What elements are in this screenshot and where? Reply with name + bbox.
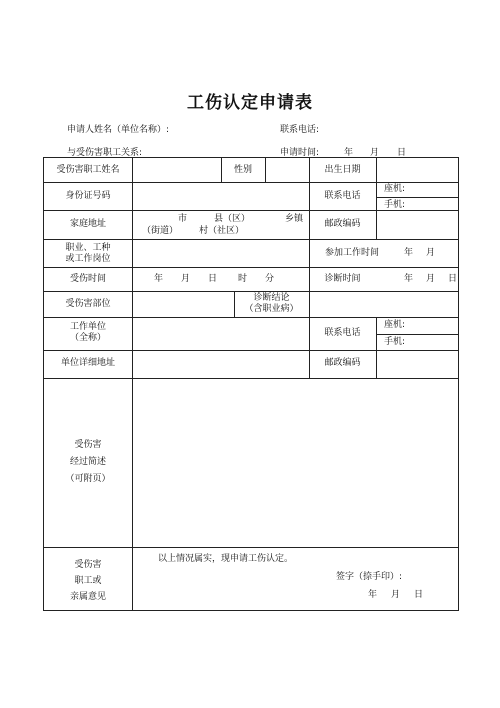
phone-label: 联系电话: [280, 125, 320, 135]
phone-split [376, 197, 458, 198]
relation-label: 与受伤害职工关系: [67, 148, 143, 158]
postal-code-label: 邮政编码 [324, 219, 361, 229]
employer-label-1: 工作单位 [69, 322, 106, 332]
employer-address-label: 单位详细地址 [60, 358, 115, 368]
diagnosis-time-label: 诊断时间 [324, 274, 361, 284]
gender-field[interactable] [266, 159, 308, 181]
worker-name-field[interactable] [133, 159, 220, 181]
id-number-field[interactable] [133, 183, 308, 209]
sign-day: 日 [414, 590, 424, 600]
work-start-label: 参加工作时间 [324, 248, 379, 258]
landline-label: 座机: [384, 184, 406, 194]
employer-postal-label: 邮政编码 [324, 358, 361, 368]
id-number-label: 身份证号码 [65, 191, 111, 201]
col-divider [376, 182, 377, 210]
signature-label: 签字（捺手印）: [336, 572, 403, 582]
row-divider [44, 267, 458, 268]
phone-field[interactable] [330, 120, 450, 134]
addr-city: 市 [178, 214, 188, 224]
opinion-label-1: 受伤害 [74, 560, 102, 570]
sign-month: 月 [391, 590, 401, 600]
mobile-label: 手机: [384, 200, 406, 210]
employer-postal-field[interactable] [377, 351, 457, 377]
page-title: 工伤认定申请表 [187, 93, 313, 113]
application-form-table [43, 157, 459, 611]
employer-mobile-label: 手机: [384, 337, 406, 347]
contact-phone-label: 联系电话 [324, 191, 361, 201]
addr-township: 乡镇 [285, 214, 304, 224]
applicant-label: 申请人姓名（单位名称）: [67, 125, 170, 135]
sign-year: 年 [368, 590, 378, 600]
addr-county: 县（区） [214, 214, 251, 224]
occupation-label-1: 职业、工种 [65, 243, 111, 253]
injury-time-label: 受伤时间 [69, 274, 106, 284]
col-divider [132, 547, 133, 610]
gender-label: 性别 [233, 165, 252, 175]
postal-code-field[interactable] [377, 211, 457, 238]
injury-month: 月 [181, 274, 191, 284]
employer-phone-label: 联系电话 [324, 328, 361, 338]
process-label-2: 经过简述 [69, 457, 106, 467]
employer-label-2: （全称） [69, 333, 106, 343]
birth-date-label: 出生日期 [324, 165, 361, 175]
date-year: 年 [344, 148, 354, 158]
work-start-year: 年 [404, 248, 414, 258]
birth-date-field[interactable] [377, 159, 457, 181]
injury-year: 年 [154, 274, 164, 284]
worker-name-label: 受伤害职工姓名 [56, 165, 120, 175]
injury-hour: 时 [238, 274, 248, 284]
diagnosis-field[interactable] [310, 292, 457, 316]
applicant-field[interactable] [200, 120, 270, 134]
employer-address-field[interactable] [133, 351, 308, 377]
occupation-field[interactable] [133, 240, 308, 266]
opinion-label-2: 职工或 [74, 576, 102, 586]
employer-field[interactable] [133, 318, 308, 349]
diag-day: 日 [448, 274, 458, 284]
signature-field[interactable] [334, 584, 454, 588]
diag-year: 年 [404, 274, 414, 284]
date-day: 日 [397, 148, 407, 158]
phone-split [376, 334, 458, 335]
process-description-field[interactable] [133, 379, 457, 546]
employer-landline-label: 座机: [384, 320, 406, 330]
addr-village: 村（社区） [199, 226, 245, 236]
injury-minute: 分 [265, 274, 275, 284]
statement-text: 以上情况属实，现申请工伤认定。 [158, 554, 294, 564]
date-month: 月 [370, 148, 380, 158]
row-divider [44, 547, 458, 548]
home-address-label: 家庭地址 [69, 219, 106, 229]
addr-street: （街道） [142, 226, 179, 236]
process-label-3: （可附页） [65, 474, 111, 484]
work-start-month: 月 [426, 248, 436, 258]
diagnosis-label-2: （含职业病） [244, 304, 299, 314]
date-label: 申请时间: [280, 148, 320, 158]
relation-field[interactable] [158, 143, 268, 157]
injured-part-label: 受伤害部位 [65, 299, 111, 309]
process-label-1: 受伤害 [74, 440, 102, 450]
occupation-label-2: 或工作岗位 [65, 254, 111, 264]
opinion-label-3: 亲属意见 [69, 592, 106, 602]
diagnosis-label-1: 诊断结论 [253, 293, 290, 303]
injury-day: 日 [208, 274, 218, 284]
injured-part-field[interactable] [133, 292, 233, 316]
diag-month: 月 [426, 274, 436, 284]
